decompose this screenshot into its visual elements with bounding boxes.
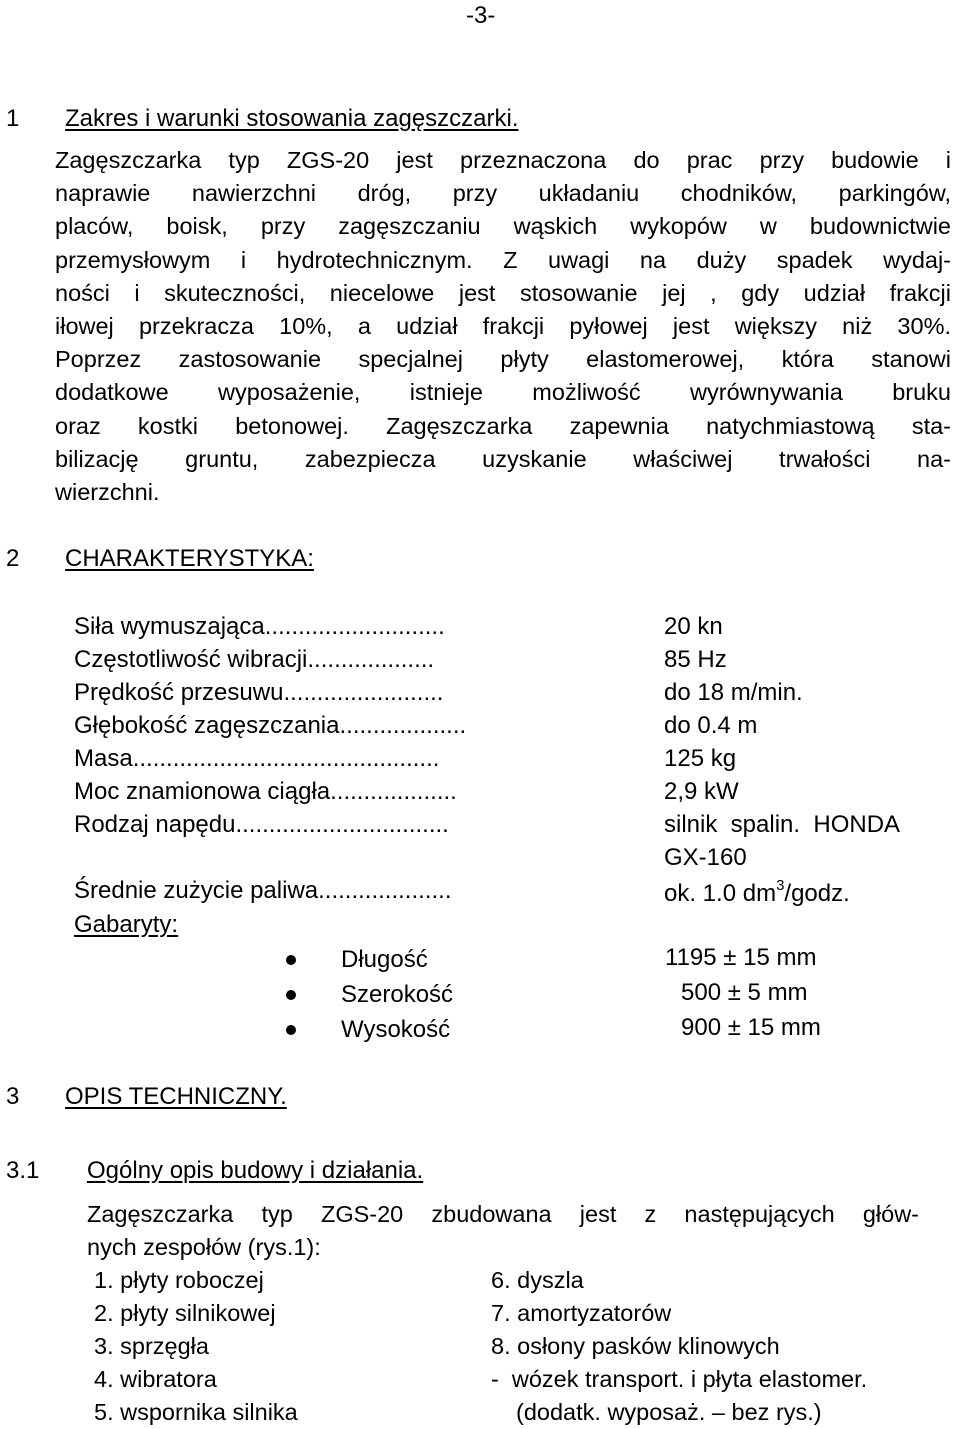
section-3-title: OPIS TECHNICZNY. [65, 1083, 287, 1110]
dimension-value: 900 ± 15 mm [681, 1014, 821, 1041]
gabaryty-title: Gabaryty: [74, 911, 179, 938]
paragraph-line: dodatkowe wyposażenie, istnieje możliwość wyrównywania bruku [55, 379, 951, 406]
paragraph-line: Poprzez zastosowanie specjalnej płyty elastomerowej, która stanowi [55, 346, 951, 373]
dimension-label: Długość [341, 946, 428, 973]
paragraph-line: iłowej przekracza 10%, a udział frakcji pyłowej jest większy niż 30%. [55, 313, 951, 340]
dimension-value: 500 ± 5 mm [681, 979, 808, 1006]
section-1-paragraph [55, 144, 951, 509]
dimension-label: Szerokość [341, 981, 454, 1008]
section-1-number: 1 [6, 105, 20, 132]
spec-label: Siła wymuszająca........................... [74, 613, 445, 640]
spec-label: Prędkość przesuwu........................ [74, 679, 444, 706]
dimension-label: Wysokość [341, 1016, 451, 1043]
component-item: 8. osłony pasków klinowych [491, 1333, 780, 1359]
spec-value: 125 kg [664, 745, 737, 772]
paragraph-line: Zagęszczarka typ ZGS-20 jest przeznaczona do prac przy budowie i [55, 147, 951, 173]
paragraph-line: ności i skuteczności, niecelowe jest stosowanie jej , gdy udział frakcji [55, 279, 951, 306]
component-item: - wózek transport. i płyta elastomer. [491, 1366, 868, 1392]
spec-label: Moc znamionowa ciągła................... [74, 778, 457, 805]
section-1-title: Zakres i warunki stosowania zagęszczarki. [65, 105, 519, 132]
paragraph-line: wierzchni. [55, 479, 160, 506]
spec-label: Rodzaj napędu................................ [74, 811, 449, 838]
section-3-number: 3 [6, 1083, 20, 1110]
component-item: (dodatk. wyposaż. – bez rys.) [516, 1399, 822, 1425]
spec-label: Częstotliwość wibracji................... [74, 646, 435, 673]
section-3-1-number: 3.1 [6, 1157, 40, 1184]
section-3-1-title: Ogólny opis budowy i działania. [87, 1157, 424, 1184]
spec-value: do 0.4 m [664, 712, 758, 739]
spec-label: Głębokość zagęszczania................... [74, 712, 467, 739]
bullet [286, 1025, 296, 1035]
paragraph-line: bilizację gruntu, zabezpiecza uzyskanie właściwej trwałości na- [55, 445, 951, 472]
section-3-1-line: Zagęszczarka typ ZGS-20 zbudowana jest z następujących głów- [87, 1201, 919, 1227]
spec-value: 85 Hz [664, 646, 727, 673]
component-item: 1. płyty roboczej [94, 1267, 264, 1293]
spec-label: Średnie zużycie paliwa.................... [74, 877, 452, 904]
bullet [286, 955, 296, 965]
component-item: 6. dyszla [491, 1267, 584, 1293]
component-item: 7. amortyzatorów [491, 1300, 672, 1326]
component-item: 4. wibratora [94, 1366, 217, 1392]
paragraph-line: placów, boisk, przy zagęszczaniu wąskich wykopów w budownictwie [55, 213, 951, 240]
spec-value: 2,9 kW [664, 778, 739, 805]
paragraph-line: przemysłowym i hydrotechnicznym. Z uwagi na duży spadek wydaj- [55, 246, 951, 273]
spec-value: 20 kn [664, 613, 723, 640]
spec-value: do 18 m/min. [664, 679, 803, 706]
component-item: 2. płyty silnikowej [94, 1300, 276, 1326]
bullet [286, 990, 296, 1000]
section-2-title: CHARAKTERYSTYKA: [65, 545, 314, 572]
spec-value: ok. 1.0 $dm^3$/godz. [664, 877, 850, 907]
paragraph-line: naprawie nawierzchni dróg, przy układaniu chodników, parkingów, [55, 180, 951, 207]
paragraph-line: oraz kostki betonowej. Zagęszczarka zapewnia natychmiastową sta- [55, 412, 951, 439]
spec-value: silnik spalin. HONDA [664, 811, 901, 838]
section-3-1-line: nych zespołów (rys.1): [87, 1234, 321, 1260]
section-2-number: 2 [6, 545, 20, 572]
component-item: 3. sprzęgła [94, 1333, 209, 1359]
spec-value-continued: GX-160 [664, 844, 747, 871]
spec-label: Masa.............................................. [74, 745, 440, 772]
dimension-value: 1195 ± 15 mm [665, 944, 817, 971]
page-number: -3- [466, 2, 496, 29]
component-item: 5. wspornika silnika [94, 1399, 298, 1425]
